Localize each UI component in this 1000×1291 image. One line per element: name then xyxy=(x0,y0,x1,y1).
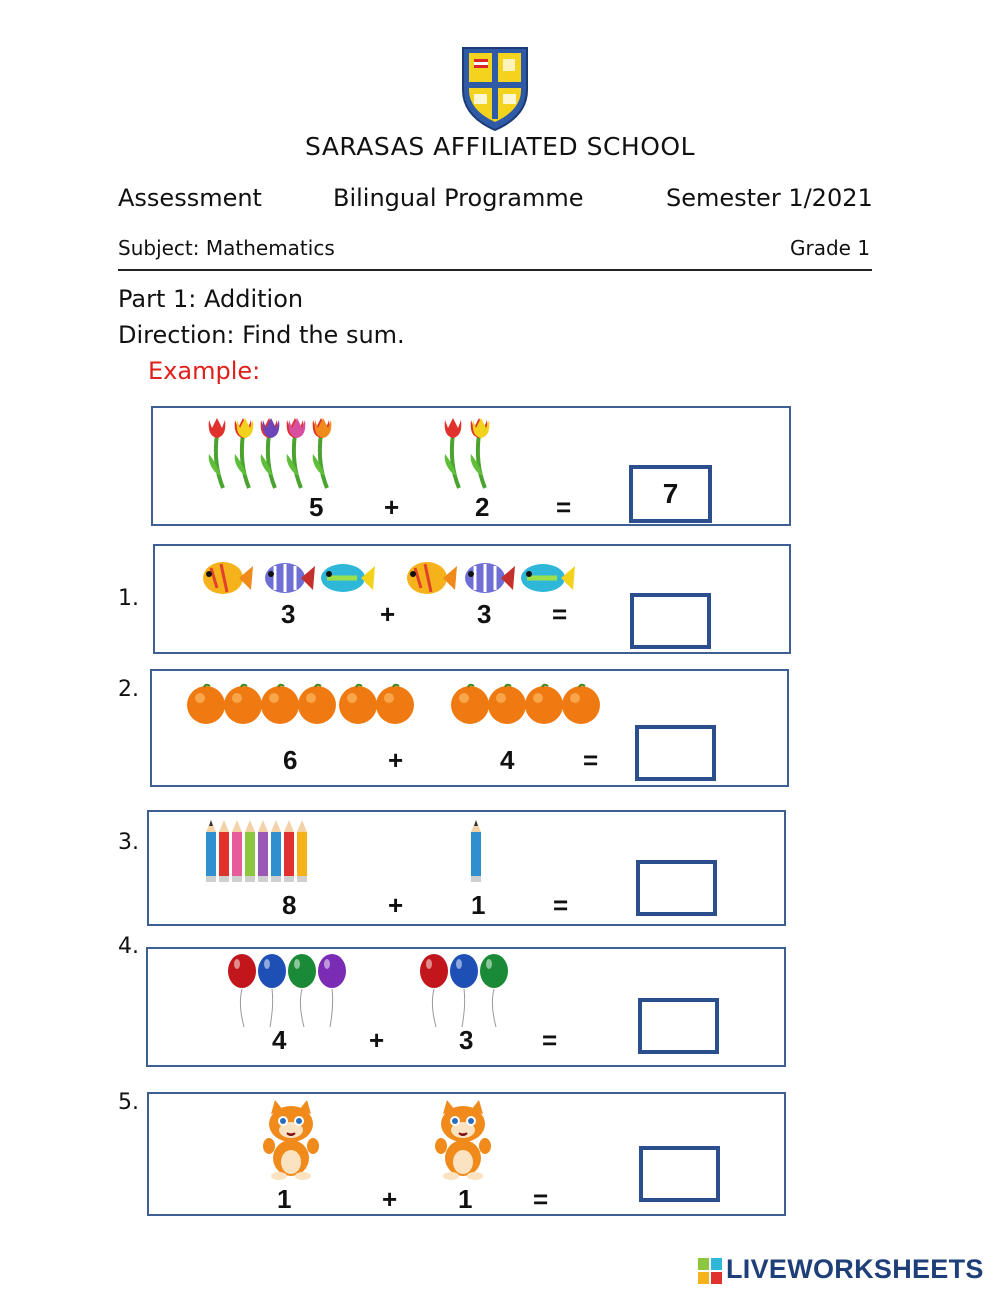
problem-5-addend-b: 1 xyxy=(458,1184,473,1214)
part-title: Part 1: Addition xyxy=(118,285,304,313)
problem-3-addend-b: 1 xyxy=(471,890,486,920)
example-label: Example: xyxy=(148,357,261,385)
example-addend-a: 5 xyxy=(309,492,324,522)
problem-3-addend-a: 8 xyxy=(282,890,297,920)
problem-4-box xyxy=(146,947,786,1067)
problem-4-equals: = xyxy=(542,1025,558,1055)
example-addend-b: 2 xyxy=(475,492,490,522)
problem-4-plus: + xyxy=(369,1025,385,1055)
problem-1-answer-box[interactable] xyxy=(630,593,711,649)
assessment-label: Assessment xyxy=(118,184,262,212)
problem-2-plus: + xyxy=(388,745,404,775)
problem-1-box xyxy=(153,544,791,654)
school-crest-logo xyxy=(455,44,535,134)
problem-3-box xyxy=(147,810,786,926)
problem-1-plus: + xyxy=(380,599,396,629)
problem-3-number: 3. xyxy=(118,830,139,855)
programme-label: Bilingual Programme xyxy=(333,184,584,212)
problem-2-box xyxy=(150,669,789,787)
problem-4-answer-box[interactable] xyxy=(638,998,719,1054)
tulip-icon xyxy=(203,414,523,492)
direction-text: Direction: Find the sum. xyxy=(118,321,405,349)
problem-2-addend-a: 6 xyxy=(283,745,298,775)
fish-icon xyxy=(197,554,577,602)
problem-5-equals: = xyxy=(533,1184,549,1214)
balloon-icon xyxy=(226,953,516,1029)
header-divider xyxy=(118,269,872,271)
problem-1-addend-b: 3 xyxy=(477,599,492,629)
problem-2-addend-b: 4 xyxy=(500,745,515,775)
cat-icon xyxy=(261,1100,501,1180)
problem-1-addend-a: 3 xyxy=(281,599,296,629)
problem-1-number: 1. xyxy=(118,586,139,611)
liveworksheets-brand[interactable]: LIVEWORKSHEETS xyxy=(726,1254,984,1284)
example-answer-box: 7 xyxy=(629,465,712,523)
problem-1-equals: = xyxy=(552,599,568,629)
problem-2-number: 2. xyxy=(118,677,139,702)
grade-label: Grade 1 xyxy=(790,236,871,260)
problem-5-box xyxy=(147,1092,786,1216)
problem-4-number: 4. xyxy=(118,934,139,959)
problem-5-number: 5. xyxy=(118,1090,139,1115)
orange-icon xyxy=(186,683,606,727)
problem-2-equals: = xyxy=(583,745,599,775)
problem-3-plus: + xyxy=(388,890,404,920)
problem-4-addend-a: 4 xyxy=(272,1025,287,1055)
problem-3-answer-box[interactable] xyxy=(636,860,717,916)
pencil-icon xyxy=(205,820,495,886)
example-plus: + xyxy=(384,492,400,522)
liveworksheets-logo-icon xyxy=(698,1258,722,1284)
problem-5-plus: + xyxy=(382,1184,398,1214)
problem-2-answer-box[interactable] xyxy=(635,725,716,781)
school-name: SARASAS AFFILIATED SCHOOL xyxy=(304,132,695,161)
problem-3-equals: = xyxy=(553,890,569,920)
subject-label: Subject: Mathematics xyxy=(118,236,335,260)
example-equals: = xyxy=(556,492,572,522)
semester-label: Semester 1/2021 xyxy=(666,184,873,212)
example-box xyxy=(151,406,791,526)
problem-5-addend-a: 1 xyxy=(277,1184,292,1214)
problem-5-answer-box[interactable] xyxy=(639,1146,720,1202)
problem-4-addend-b: 3 xyxy=(459,1025,474,1055)
